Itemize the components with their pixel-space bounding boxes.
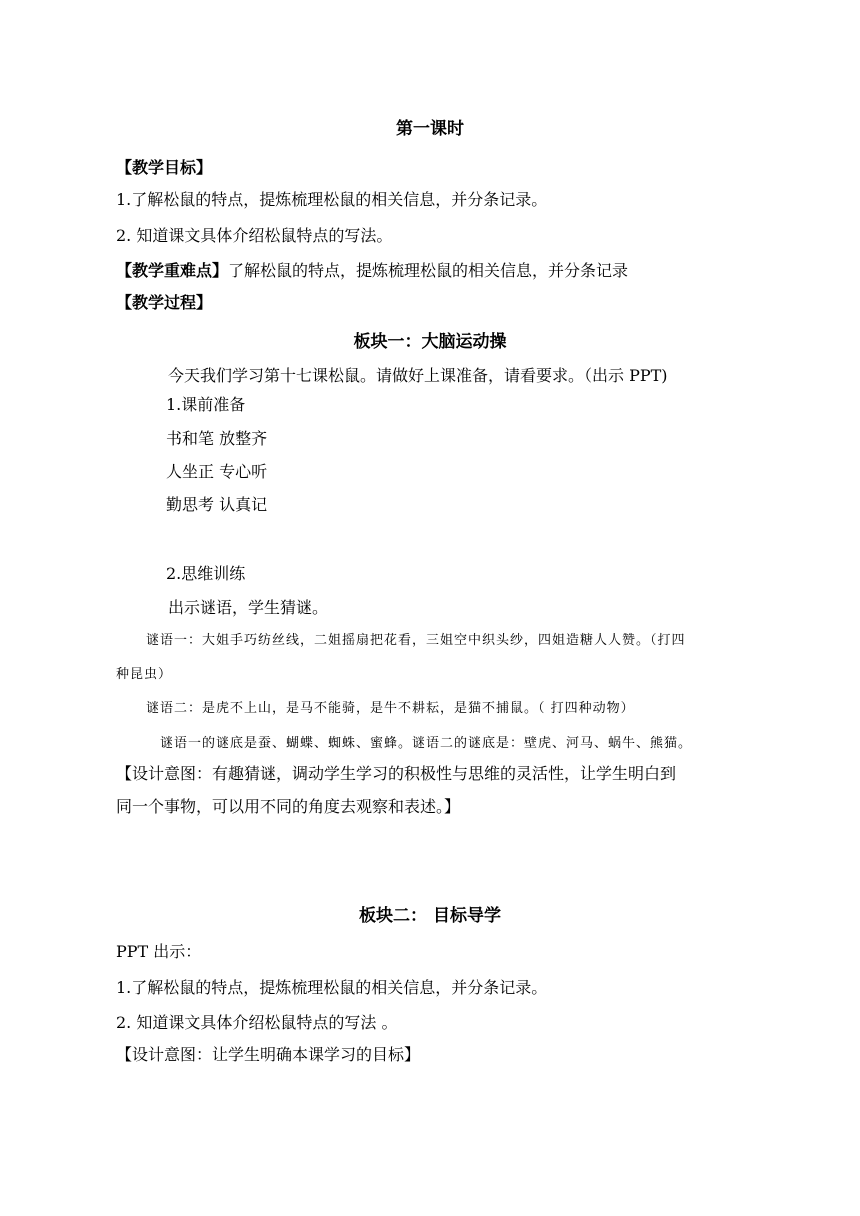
section1-intro: 今天我们学习第十七课松鼠。请做好上课准备，请看要求。（出示 PPT) — [168, 366, 668, 385]
goal-item: 1.了解松鼠的特点，提炼梳理松鼠的相关信息，并分条记录。 — [116, 978, 548, 997]
prep-line: 人坐正 专心听 — [166, 462, 268, 481]
key-points-text: 了解松鼠的特点，提炼梳理松鼠的相关信息，并分条记录 — [228, 261, 629, 280]
objective-item: 2. 知道课文具体介绍松鼠特点的写法。 — [116, 226, 393, 245]
design-intent-goal: 【设计意图：让学生明确本课学习的目标】 — [116, 1045, 421, 1064]
objective-item: 1.了解松鼠的特点，提炼梳理松鼠的相关信息，并分条记录。 — [116, 190, 548, 209]
prep-title: 1.课前准备 — [166, 395, 246, 414]
section1-heading: 板块一：大脑运动操 — [353, 332, 507, 352]
section2-heading: 板块二： 目标导学 — [359, 906, 501, 926]
process-heading: 【教学过程】 — [116, 293, 213, 312]
riddle-two: 谜语二：是虎不上山，是马不能骑，是牛不耕耘，是猫不捕鼠。（ 打四种动物） — [146, 701, 635, 716]
goal-item: 2. 知道课文具体介绍松鼠特点的写法 。 — [116, 1013, 398, 1032]
prep-line: 书和笔 放整齐 — [166, 429, 268, 448]
riddle-one-cont: 种昆虫） — [116, 667, 173, 682]
riddle-intro: 出示谜语，学生猜谜。 — [168, 598, 329, 617]
key-points-label: 【教学重难点】 — [116, 261, 229, 280]
objectives-heading: 【教学目标】 — [116, 158, 213, 177]
prep-line: 勤思考 认真记 — [166, 495, 268, 514]
lesson-title: 第一课时 — [396, 119, 464, 139]
design-intent-line: 同一个事物，可以用不同的角度去观察和表述。】 — [116, 797, 461, 816]
design-intent-line: 【设计意图：有趣猜谜，调动学生学习的积极性与思维的灵活性，让学生明白到 — [116, 764, 677, 783]
key-points-line — [116, 260, 628, 282]
riddle-one: 谜语一：大姐手巧纺丝线，二姐摇扇把花看，三姐空中织头纱，四姐造糖人人赞。（打四 — [146, 633, 686, 648]
riddle-answers: 谜语一的谜底是蚕、蝴蝶、蜘蛛、蜜蜂。谜语二的谜底是：壁虎、河马、蜗牛、熊猫。 — [160, 736, 693, 751]
ppt-label: PPT 出示： — [116, 942, 202, 961]
thinking-title: 2.思维训练 — [166, 564, 246, 583]
